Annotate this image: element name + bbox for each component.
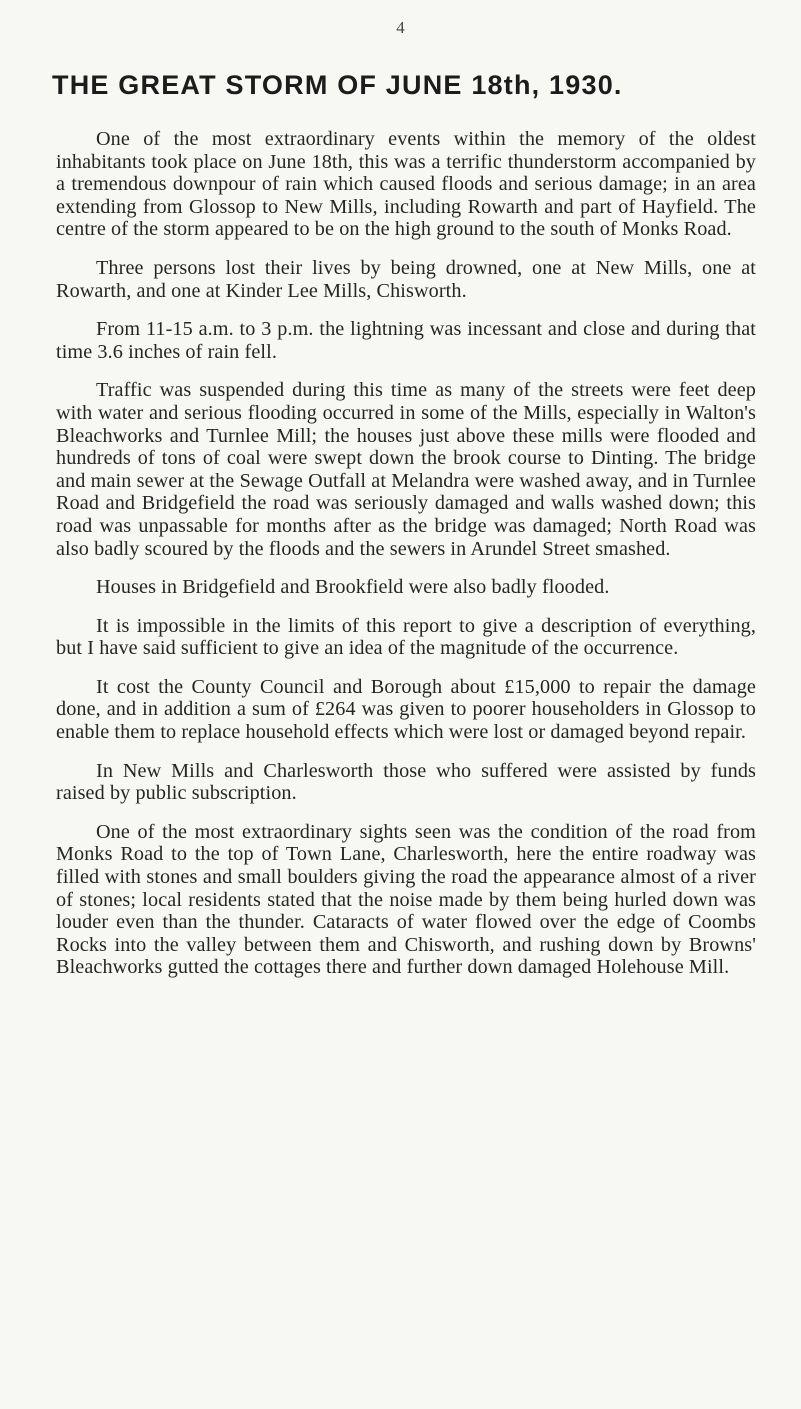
paragraph-public-subscription: In New Mills and Charlesworth those who suffered were assisted by funds raised by public subscription. <box>56 759 756 805</box>
paragraph-river-of-stones: One of the most extraordinary sights seen was the condition of the road from Monks Road to the top of Town Lane, Charlesworth, here the entire roadway was filled with stones and small boulders giving the road the appearance almost of a river of stones; local residents stated that the noise made by them being hurled down was louder even than the thunder. Cataracts of water flowed over the edge of Coombs Rocks into the valley between them and Chisworth, and rushing down by Browns' Bleachworks gutted the cottages there and further down damaged Holehouse Mill. <box>56 820 756 979</box>
paragraph-casualties: Three persons lost their lives by being drowned, one at New Mills, one at Rowarth, and one at Kinder Lee Mills, Chisworth. <box>56 256 756 302</box>
document-body <box>56 128 756 995</box>
paragraph-repair-cost: It cost the County Council and Borough about £15,000 to repair the damage done, and in addition a sum of £264 was given to poorer householders in Glossop to enable them to replace household effects which were lost or damaged beyond repair. <box>56 675 756 744</box>
paragraph-report-limits: It is impossible in the limits of this report to give a description of everything, but I have said sufficient to give an idea of the magnitude of the occurrence. <box>56 614 756 660</box>
document-title: THE GREAT STORM OF JUNE 18th, 1930. <box>52 70 623 100</box>
paragraph-storm-overview: One of the most extraordinary events within the memory of the oldest inhabitants took place on June 18th, this was a terrific thunderstorm accompanied by a tremendous downpour of rain which caused floods and serious damage; in an area extending from Glossop to New Mills, including Rowarth and part of Hayfield. The centre of the storm appeared to be on the high ground to the south of Monks Road. <box>56 128 756 241</box>
paragraph-houses-flooded: Houses in Bridgefield and Brookfield were also badly flooded. <box>96 576 610 599</box>
paragraph-rainfall: From 11-15 a.m. to 3 p.m. the lightning was incessant and close and during that time 3.6 inches of rain fell. <box>56 318 756 363</box>
page-number: 4 <box>396 18 405 37</box>
paragraph-flood-damage: Traffic was suspended during this time as many of the streets were feet deep with water and serious flooding occurred in some of the Mills, especially in Walton's Bleachworks and Turnlee Mill; the houses just above these mills were flooded and hundreds of tons of coal were swept down the brook course to Dinting. The bridge and main sewer at the Sewage Outfall at Melandra were washed away, and in Turnlee Road and Bridgefield the road was seriously damaged and walls washed down; this road was unpassable for months after as the bridge was damaged; North Road was also badly scoured by the floods and the sewers in Arundel Street smashed. <box>56 379 756 560</box>
